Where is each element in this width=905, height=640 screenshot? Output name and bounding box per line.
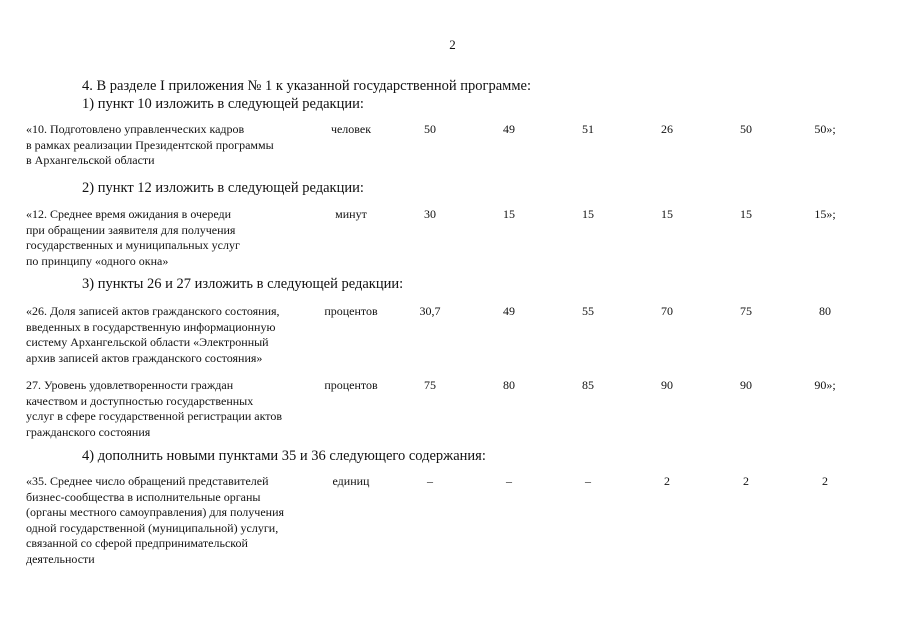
row-value: 55 (582, 304, 594, 318)
row-value: 2 (822, 474, 828, 488)
description-line: государственных и муниципальных услуг (26, 238, 240, 252)
description-line: 27. Уровень удовлетворенности граждан (26, 378, 234, 392)
row-description (26, 304, 280, 366)
description-line: одной государственной (муниципальной) услуги, (26, 520, 279, 535)
subparagraph-3: 3) пункты 26 и 27 изложить в следующей редакции: (82, 276, 404, 292)
row-value: 15 (582, 207, 594, 221)
row-value: 50 (424, 122, 436, 136)
row-value: – (585, 474, 591, 488)
row-description (26, 122, 274, 169)
description-line: связанной со сферой предпринимательской (26, 536, 248, 550)
row-value: 90 (740, 378, 752, 392)
row-description (26, 378, 282, 440)
row-value: 30,7 (419, 304, 441, 318)
row-value: 30 (424, 207, 436, 221)
row-value: 15 (503, 207, 515, 221)
description-line: в рамках реализации Президентской программы (26, 137, 274, 152)
row-unit: человек (330, 122, 372, 136)
row-value: 15»; (814, 207, 836, 221)
description-line: архив записей актов гражданского состояния» (26, 350, 263, 365)
row-value: 50»; (814, 122, 836, 136)
row-value: – (506, 474, 512, 488)
row-unit: минут (335, 207, 367, 221)
description-line: бизнес-сообщества в исполнительные органы (26, 489, 261, 504)
row-value: 51 (582, 122, 594, 136)
row-value: 85 (582, 378, 594, 392)
subparagraph-1: 1) пункт 10 изложить в следующей редакции: (82, 96, 364, 112)
description-line: (органы местного самоуправления) для получения (26, 505, 285, 519)
description-line: в Архангельской области (26, 153, 155, 167)
description-line: «35. Среднее число обращений представителей (26, 474, 269, 488)
row-value: 90 (661, 378, 673, 392)
description-line: гражданского состояния (26, 424, 151, 439)
row-value: 2 (664, 474, 670, 488)
description-line: «10. Подготовлено управленческих кадров (26, 122, 245, 136)
subparagraph-4: 4) дополнить новыми пунктами 35 и 36 следующего содержания: (82, 448, 486, 464)
row-unit: единиц (332, 474, 370, 488)
row-value: 50 (740, 122, 752, 136)
subparagraph-2: 2) пункт 12 изложить в следующей редакции: (82, 180, 364, 196)
description-line: деятельности (26, 551, 95, 566)
row-value: 80 (819, 304, 831, 318)
description-line: при обращении заявителя для получения (26, 222, 236, 237)
row-unit: процентов (324, 304, 378, 318)
row-value: – (427, 474, 433, 488)
row-description (26, 207, 240, 269)
row-value: 80 (503, 378, 515, 392)
row-value: 90»; (814, 378, 836, 392)
description-line: введенных в государственную информационную (26, 319, 276, 334)
description-line: «26. Доля записей актов гражданского состояния, (26, 304, 280, 318)
row-value: 15 (740, 207, 752, 221)
row-value: 2 (743, 474, 749, 488)
row-value: 26 (661, 122, 673, 136)
description-line: качеством и доступностью государственных (26, 393, 254, 408)
row-unit: процентов (324, 378, 378, 392)
row-value: 75 (740, 304, 752, 318)
row-value: 15 (661, 207, 673, 221)
paragraph-item-4: 4. В разделе I приложения № 1 к указанной государственной программе: (82, 78, 531, 94)
row-description (26, 474, 284, 567)
description-line: услуг в сфере государственной регистрации актов (26, 409, 283, 423)
page-number: 2 (449, 37, 456, 52)
description-line: по принципу «одного окна» (26, 253, 169, 268)
row-value: 75 (424, 378, 436, 392)
description-line: систему Архангельской области «Электронный (26, 335, 269, 349)
row-value: 49 (503, 304, 515, 318)
row-value: 70 (661, 304, 673, 318)
description-line: «12. Среднее время ожидания в очереди (26, 207, 232, 221)
row-value: 49 (503, 122, 515, 136)
